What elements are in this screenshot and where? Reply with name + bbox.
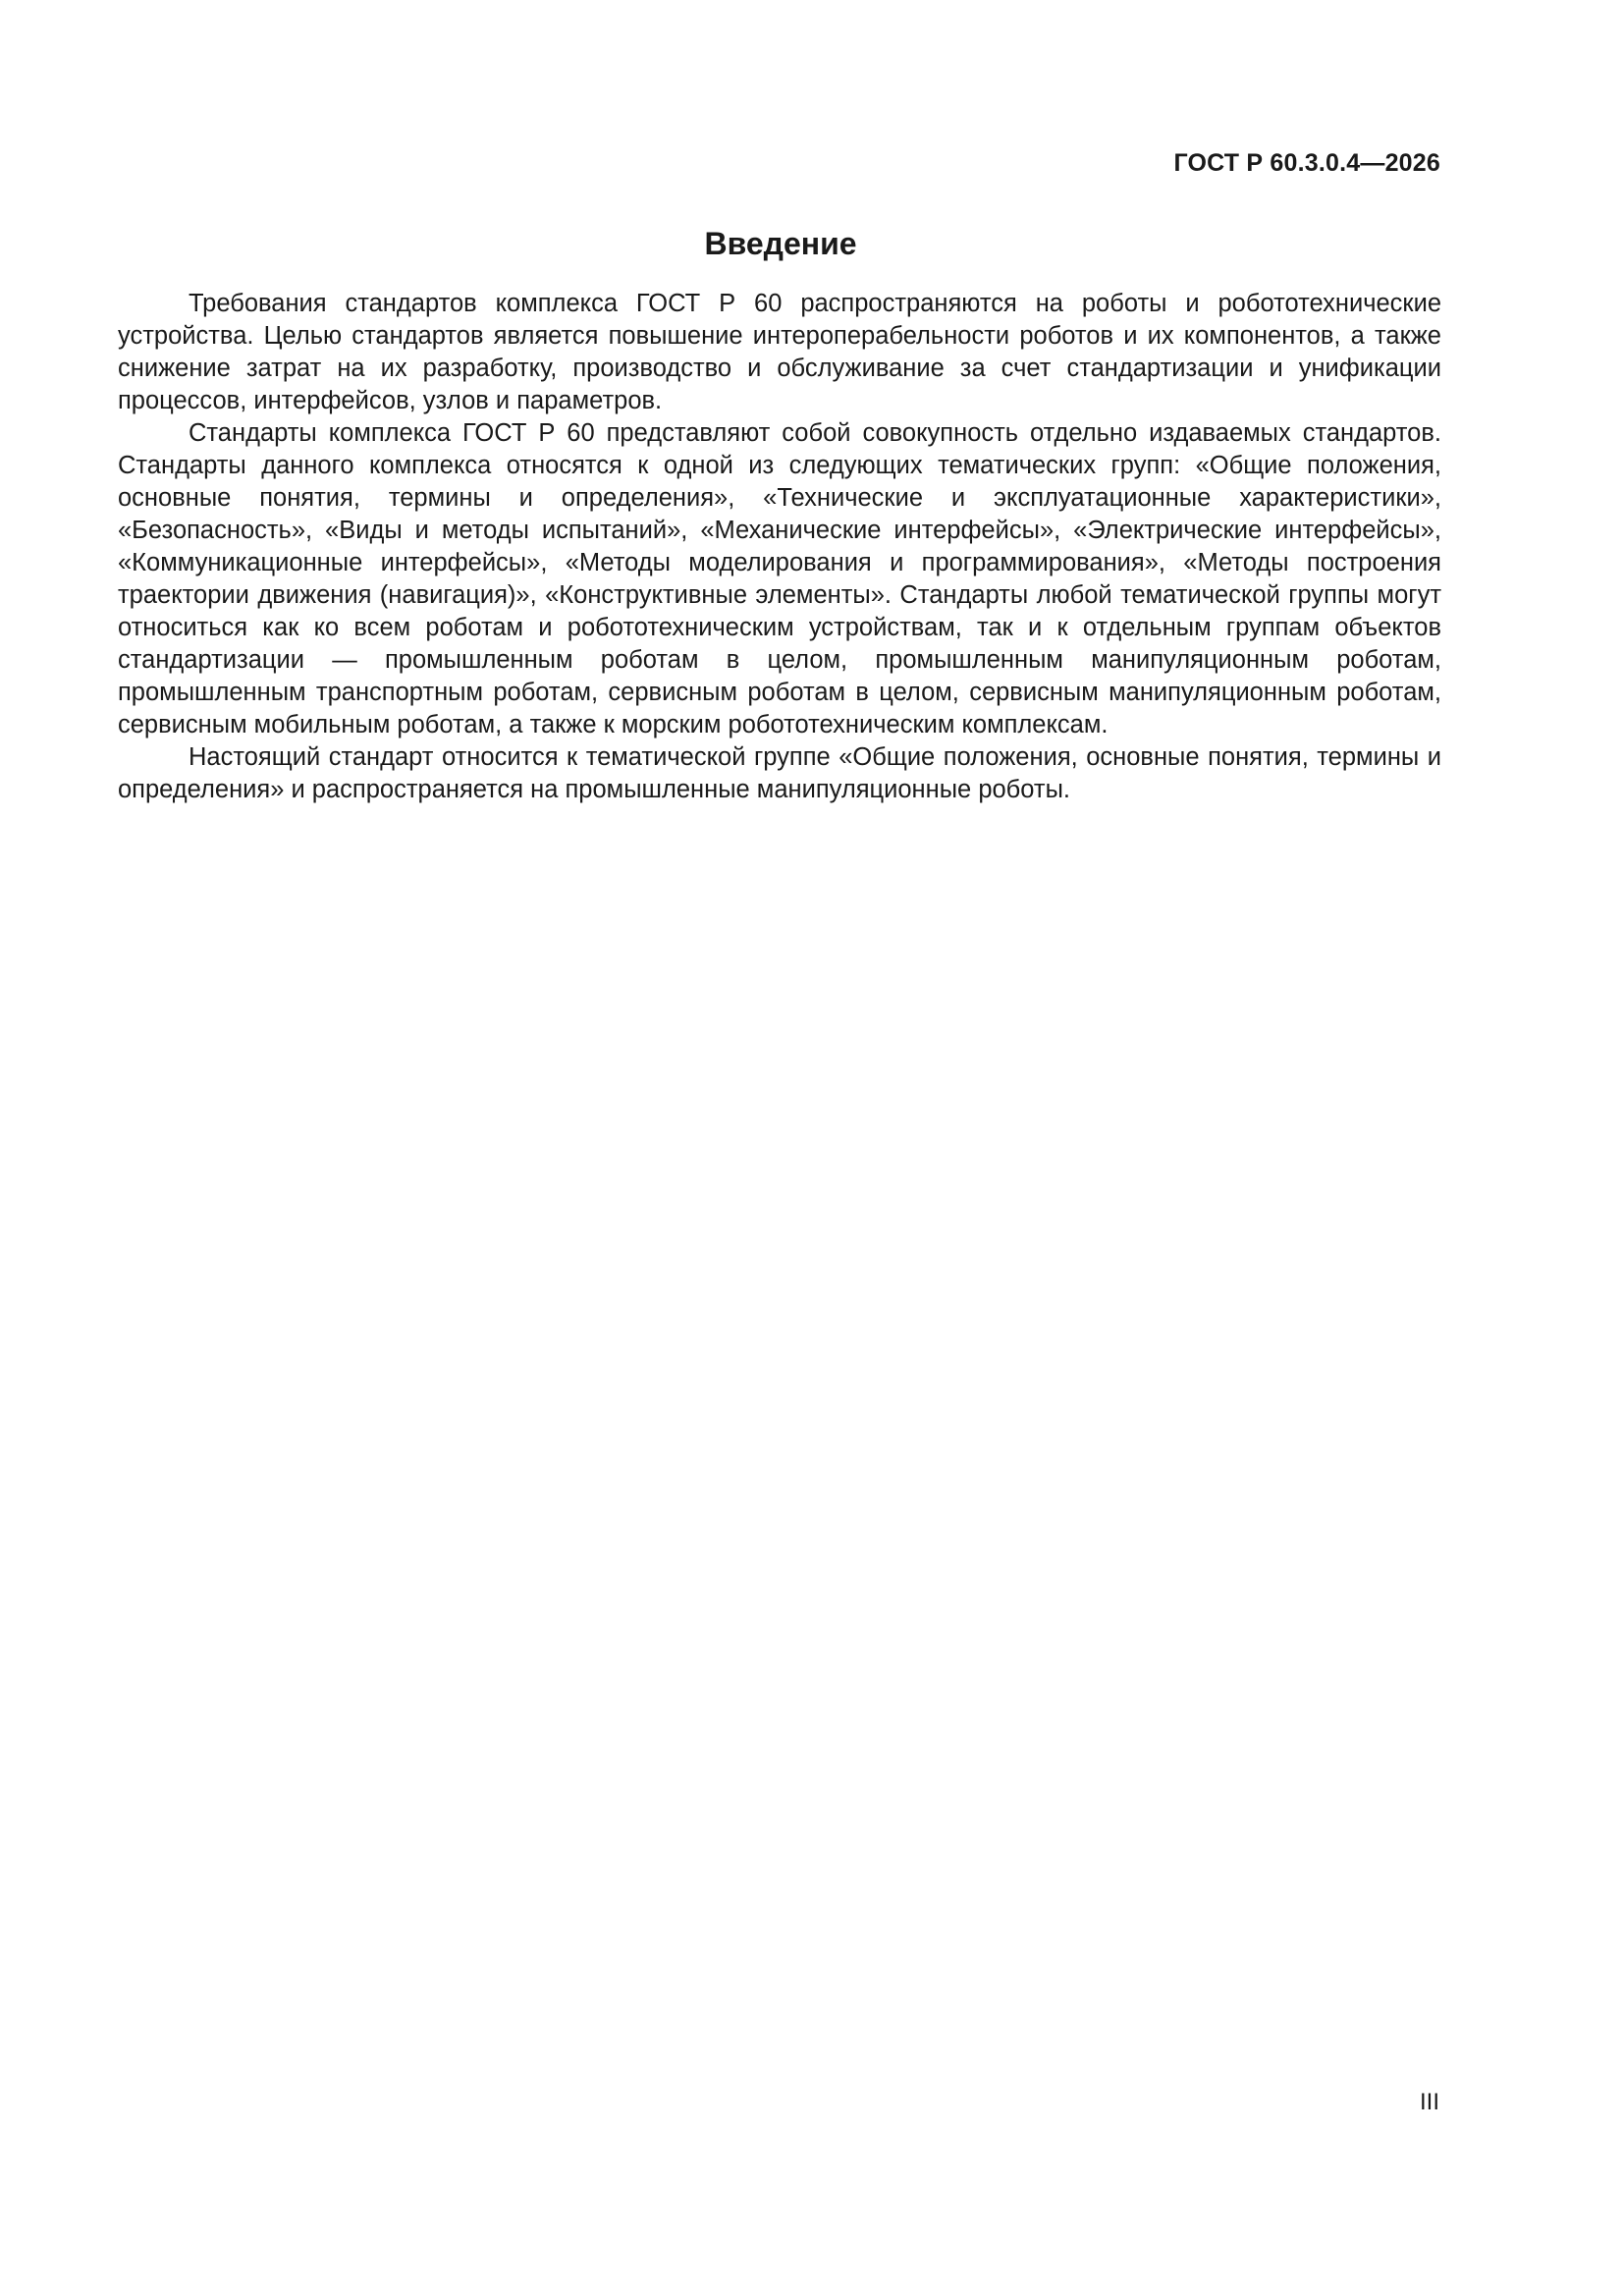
document-id: ГОСТ Р 60.3.0.4—2026 — [1173, 149, 1440, 177]
paragraph: Стандарты комплекса ГОСТ Р 60 представляют собой совокупность отдельно издаваемых стандартов. Стандарты данного комплекса относятся к одной из следующих тематических групп: «Общие положения, основные понятия, термины и определения», «Технические и эксплуатационные характеристики», «Безопасность», «Виды и методы испытаний», «Механические интерфейсы», «Электрические интерфейсы», «Коммуникационные интерфейсы», «Методы моделирования и программирования», «Методы построения траектории движения (навигация)», «Конструктивные элементы». Стандарты любой тематической группы могут относиться как ко всем роботам и робототехническим устройствам, так и к отдельным группам объектов стандартизации — промышленным роботам в целом, промышленным манипуляционным роботам, промышленным транспортным роботам, сервисным роботам в целом, сервисным манипуляционным роботам, сервисным мобильным роботам, а также к морским робототехническим комплексам. — [118, 419, 1441, 738]
paragraph: Требования стандартов комплекса ГОСТ Р 60 распространяются на роботы и робототехнические устройства. Целью стандартов является повышение интероперабельности роботов и их компонентов, а также снижение затрат на их разработку, производство и обслуживание за счет стандартизации и унификации процессов, интерфейсов, узлов и параметров. — [118, 290, 1441, 414]
paragraph: Настоящий стандарт относится к тематической группе «Общие положения, основные понятия, термины и определения» и распространяется на промышленные манипуляционные роботы. — [118, 743, 1441, 803]
section-title: Введение — [704, 226, 857, 261]
introduction-text — [118, 288, 1441, 806]
page-number: III — [1419, 2089, 1439, 2115]
